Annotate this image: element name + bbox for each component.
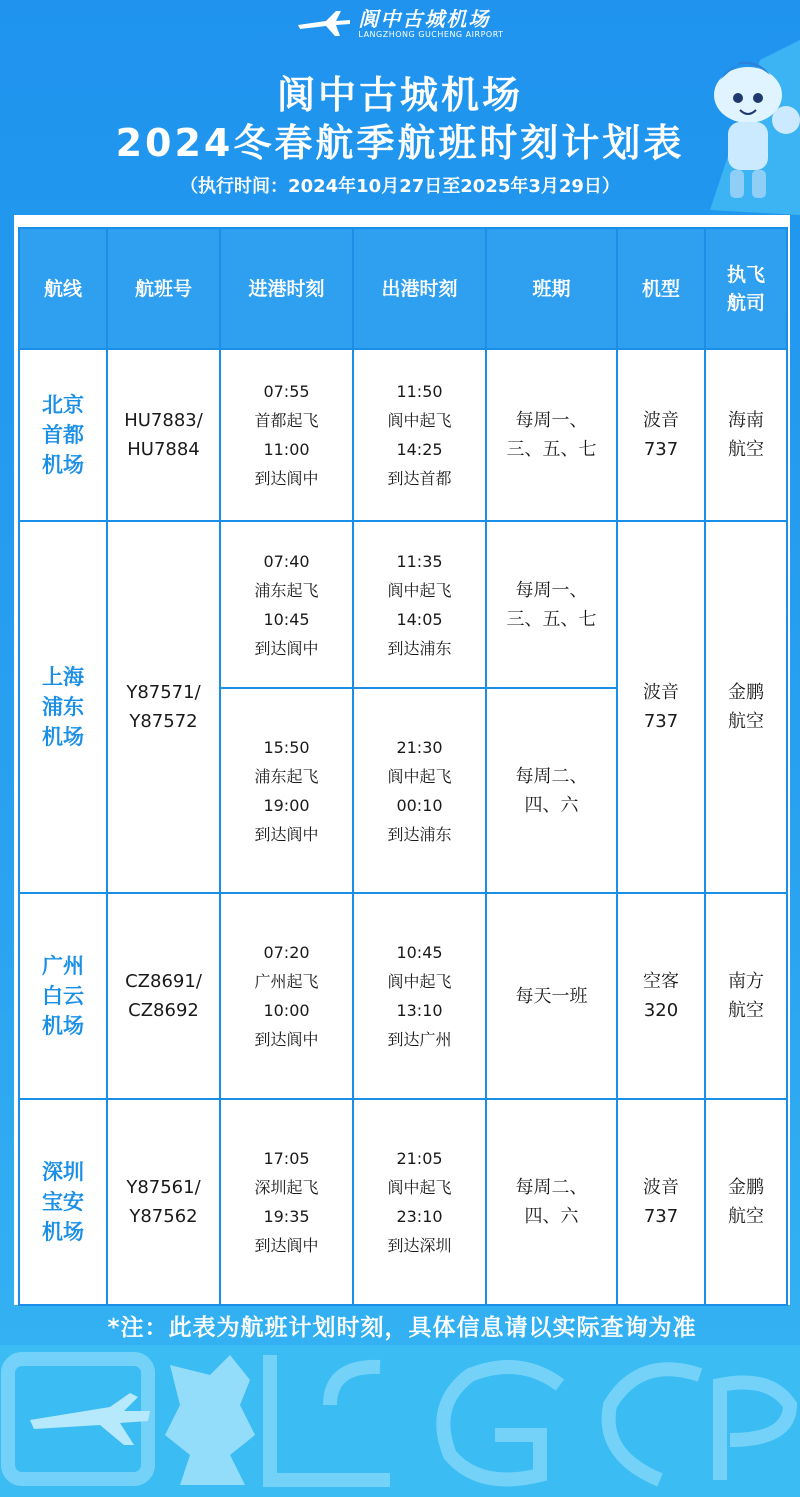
table-row [19, 521, 787, 688]
page-header [0, 0, 800, 215]
schedule: 每周二、 四、六 [486, 688, 617, 893]
flight-number: CZ8691/ CZ8692 [107, 893, 220, 1099]
header-aircraft: 机型 [617, 228, 705, 349]
table-row [19, 1099, 787, 1305]
table-row [19, 893, 787, 1099]
header-airline: 执飞 航司 [705, 228, 787, 349]
airline: 海南 航空 [705, 349, 787, 521]
airplane-logo-icon [296, 9, 352, 39]
flight-schedule-panel [14, 215, 790, 1305]
arrival-time: 17:05 深圳起飞 19:35 到达阆中 [220, 1099, 353, 1305]
logo-subtitle: LANGZHONG GUCHENG AIRPORT [358, 30, 504, 39]
airport-logo [0, 8, 800, 43]
table-header-row [19, 228, 787, 349]
aircraft-type: 波音 737 [617, 521, 705, 893]
header-flight-number: 航班号 [107, 228, 220, 349]
decorative-lgcp-graphic [0, 1345, 800, 1497]
aircraft-type: 波音 737 [617, 349, 705, 521]
arrival-time: 15:50 浦东起飞 19:00 到达阆中 [220, 688, 353, 893]
aircraft-type: 波音 737 [617, 1099, 705, 1305]
flight-number: Y87561/ Y87562 [107, 1099, 220, 1305]
departure-time: 11:35 阆中起飞 14:05 到达浦东 [353, 521, 486, 688]
schedule: 每周二、 四、六 [486, 1099, 617, 1305]
header-arrival-time: 进港时刻 [220, 228, 353, 349]
departure-time: 21:05 阆中起飞 23:10 到达深圳 [353, 1099, 486, 1305]
table-row [19, 349, 787, 521]
flight-schedule-table [18, 227, 788, 1306]
aircraft-type: 空客 320 [617, 893, 705, 1099]
route-beijing: 北京 首都 机场 [19, 349, 107, 521]
route-shanghai: 上海 浦东 机场 [19, 521, 107, 893]
departure-time: 11:50 阆中起飞 14:25 到达首都 [353, 349, 486, 521]
departure-time: 10:45 阆中起飞 13:10 到达广州 [353, 893, 486, 1099]
header-schedule: 班期 [486, 228, 617, 349]
airline: 南方 航空 [705, 893, 787, 1099]
mascot-icon [690, 40, 800, 215]
effective-period: （执行时间：2024年10月27日至2025年3月29日） [180, 176, 620, 197]
airline: 金鹏 航空 [705, 1099, 787, 1305]
schedule: 每周一、 三、五、七 [486, 349, 617, 521]
page-subtitle: 2024冬春航季航班时刻计划表 [115, 121, 685, 165]
header-route: 航线 [19, 228, 107, 349]
route-guangzhou: 广州 白云 机场 [19, 893, 107, 1099]
airline: 金鹏 航空 [705, 521, 787, 893]
arrival-time: 07:20 广州起飞 10:00 到达阆中 [220, 893, 353, 1099]
page-title: 阆中古城机场 [276, 73, 523, 117]
route-shenzhen: 深圳 宝安 机场 [19, 1099, 107, 1305]
header-departure-time: 出港时刻 [353, 228, 486, 349]
flight-number: HU7883/ HU7884 [107, 349, 220, 521]
schedule: 每天一班 [486, 893, 617, 1099]
flight-number: Y87571/ Y87572 [107, 521, 220, 893]
arrival-time: 07:40 浦东起飞 10:45 到达阆中 [220, 521, 353, 688]
disclaimer-note: *注：此表为航班计划时刻，具体信息请以实际查询为准 [107, 1315, 697, 1341]
schedule: 每周一、 三、五、七 [486, 521, 617, 688]
departure-time: 21:30 阆中起飞 00:10 到达浦东 [353, 688, 486, 893]
logo-name: 阆中古城机场 [358, 7, 491, 31]
arrival-time: 07:55 首都起飞 11:00 到达阆中 [220, 349, 353, 521]
